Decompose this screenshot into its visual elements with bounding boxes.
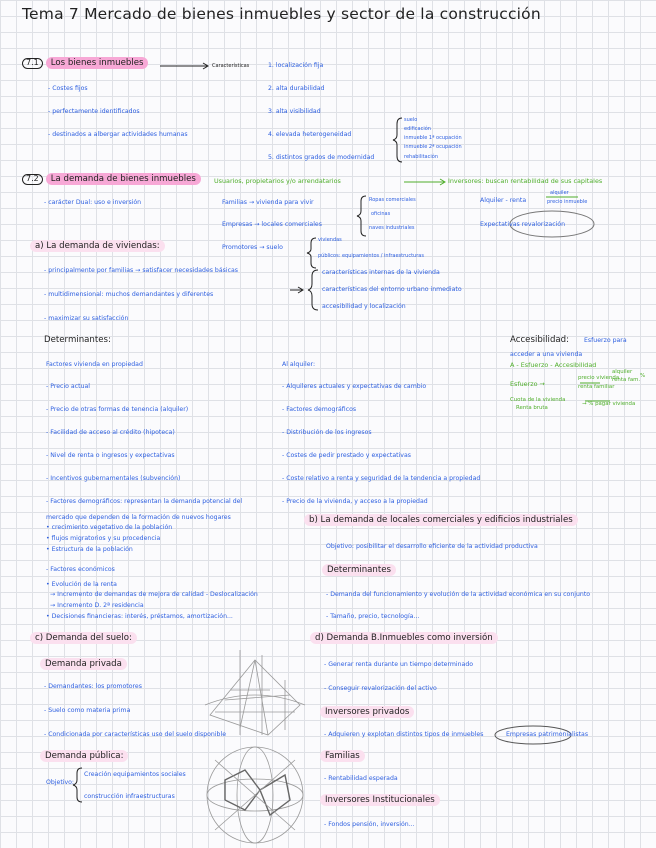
s71-left-1: - perfectamente identificados [48,108,140,115]
viv-attr-1: características del entorno urbano inmediato [322,286,462,293]
inv-priv-item: - Adquieren y explotan distintos tipos de inmuebles [324,731,484,738]
acc-pct-mid: renta fam. [612,377,641,383]
acc-pct-bot: % [640,373,646,379]
acc-line-2: A - Esfuerzo - Accesibilidad [510,361,597,369]
viviendas-header [30,242,165,251]
section-7-1-header [22,58,148,69]
suelo-priv-1: - Suelo como materia prima [44,707,131,714]
inv-fam-item: - Rentabilidad esperada [324,775,398,782]
det-col1-14: • Decisiones financieras: interés, préstamos, amortización... [46,613,233,620]
inv-item-0: - Generar renta durante un tiempo determinado [324,661,474,668]
s71-sub-1: edificación [404,126,431,132]
section-heading: La demanda de bienes inmuebles [46,173,201,185]
inversion-heading: d) Demanda B.Inmuebles como inversión [310,632,498,644]
det-col1-1: - Precio de otras formas de tenencia (alquiler) [46,406,189,413]
locales-det: Determinantes [322,564,396,576]
familias: Familias → vivienda para vivir [222,199,314,206]
det-col1-2: - Facilidad de acceso al crédito (hipoteca) [46,429,175,436]
section-number: 7.2 [22,174,43,185]
s71-sub-3: inmueble 2ª ocupación [404,144,462,150]
viv-attr-0: características internas de la vivienda [322,269,440,276]
suelo-pub-0: Creación equipamientos sociales [84,771,186,778]
usuarios: Usuarios, propietarios y/o arrendatarios [214,177,341,185]
det-col1-8: • flujos migratorios y su procedencia [46,535,161,542]
emp-list-2: naves industriales [369,225,415,231]
det-col1-6: mercado que dependen de la formación de nuevos hogares [46,514,231,521]
page-title: Tema 7 Mercado de bienes inmuebles y sector de la construcción [22,5,541,23]
accesibilidad-heading: Accesibilidad: [510,335,570,345]
det-col2-0: - Alquileres actuales y expectativas de cambio [282,383,427,390]
suelo-objetivo: Objetivo: [46,779,75,786]
s71-sub-2: inmueble 1ª ocupación [404,135,462,141]
emp-list-1: oficinas [371,211,391,217]
s71-sub-0: suelo [404,117,418,123]
locales-header [304,516,578,525]
acc-line-1: acceder a una vivienda [510,351,583,358]
suelo-pub: Demanda pública: [40,750,128,762]
det-col1-9: • Estructura de la población [46,546,133,553]
locales-item-0: - Demanda del funcionamiento y evolución de la actividad económica en su conjunto [326,591,591,598]
det-col1-0: - Precio actual [46,383,90,390]
alquiler-frac-top: alquiler [550,190,569,196]
acc-esfuerzo: Esfuerzo → [510,380,545,388]
s71-right-4: 5. distintos grados de modernidad [268,154,375,161]
sketch-sphere-icon [207,747,303,843]
inv-fam-header [320,752,365,761]
suelo-priv-0: - Demandantes: los promotores [44,683,142,690]
det-col1-13: → Incremento D. 2ª residencia [50,602,144,609]
det-col1-10: - Factores económicos [46,566,115,573]
suelo-priv: Demanda privada [40,658,127,670]
section-heading: Los bienes inmuebles [46,57,149,69]
det-col1-3: - Nivel de renta o ingresos y expectativas [46,452,175,459]
locales-heading: b) La demanda de locales comerciales y edificios industriales [304,514,578,526]
det-col2-1: - Factores demográficos [282,406,357,413]
inversion-header [310,634,498,643]
expectativas: Expectativas revalorización [480,221,566,228]
s71-right-1: 2. alta durabilidad [268,85,325,92]
det-col1-5: - Factores demográficos: representan la demanda potencial del [46,498,243,505]
viv-attr-2: accesibilidad y localización [322,303,406,310]
alquiler-frac-bot: precio inmueble [547,199,588,205]
inv-priv-tag: Empresas patrimonialistas [506,731,589,738]
determinantes-heading: Determinantes: [44,335,111,345]
det-col2-5: - Precio de la vivienda, y acceso a la propiedad [282,498,428,505]
caract-label: Características [212,63,250,69]
s71-sub-4: rehabilitación [404,154,438,160]
caracter-dual: - carácter Dual: uso e inversión [44,199,142,206]
suelo-heading: c) Demanda del suelo: [30,632,137,644]
viv-item-0: - principalmente por familias → satisfacer necesidades básicas [44,267,239,274]
locales-item-1: - Tamaño, precio, tecnología... [326,613,420,620]
prom-list-0: viviendas [318,237,342,243]
s71-right-0: 1. localización fija [268,62,324,69]
suelo-priv-2: - Condicionada por características uso del suelo disponible [44,731,227,738]
det-col2-2: - Distribución de los ingresos [282,429,372,436]
suelo-header [30,634,137,643]
inv-item-1: - Conseguir revalorización del activo [324,685,437,692]
acc-cuota-res: → % pagar vivienda [582,401,636,407]
acc-cuota-sub: Renta bruta [516,405,548,411]
viviendas-heading: a) La demanda de viviendas: [30,240,165,252]
acc-cuota: Cuota de la vivienda [510,397,566,403]
inv-inst-item: - Fondos pensión, inversión... [324,821,415,828]
viv-item-1: - multidimensional: muchos demandantes y diferentes [44,291,214,298]
s71-right-3: 4. elevada heterogeneidad [268,131,352,138]
det-col1-4: - Incentivos gubernamentales (subvención) [46,475,181,482]
suelo-pub-header [40,752,128,761]
s71-left-2: - destinados a albergar actividades humanas [48,131,188,138]
alquiler-renta: Alquiler - renta [480,197,527,204]
inv-inst-header [320,796,440,805]
suelo-priv-header [40,660,127,669]
promotores: Promotores → suelo [222,244,283,251]
s71-left-0: - Costes fijos [48,85,88,92]
suelo-pub-1: construcción infraestructuras [84,793,175,800]
inversores: Inversores: buscan rentabilidad de sus capitales [448,177,603,185]
empresas: Empresas → locales comerciales [222,221,322,228]
locales-objetivo: Objetivo: posibilitar el desarrollo eficiente de la actividad productiva [326,543,538,550]
section-7-2-header [22,174,201,185]
viv-item-2: - maximizar su satisfacción [44,315,129,322]
det-col1-11: • Evolución de la renta [46,581,117,588]
section-number: 7.1 [22,58,43,69]
acc-esf-top: precio vivienda [578,375,620,381]
acc-pct-top: alquiler [612,369,633,375]
locales-det-header [322,566,396,575]
inv-priv: Inversores privados [320,706,414,718]
acc-esf-bot: renta familiar [578,384,615,390]
inv-inst: Inversores Institucionales [320,794,440,806]
inv-fam: Familias [320,750,365,762]
det-col2-3: - Costes de pedir prestado y expectativas [282,452,411,459]
acc-def: Esfuerzo para [584,337,627,344]
inv-priv-header [320,708,414,717]
det-col1-12: → Incremento de demandas de mejora de calidad - Deslocalización [50,591,258,598]
s71-right-2: 3. alta visibilidad [268,108,321,115]
det-col2-4: - Coste relativo a renta y seguridad de la tendencia a propiedad [282,475,481,482]
sketch-pyramid-icon [205,650,305,735]
det-col1-7: • crecimiento vegetativo de la población [46,524,173,531]
det-col2-head: Al alquiler: [282,361,316,368]
det-col1-head: Factores vivienda en propiedad [46,361,143,368]
emp-list-0: Ropas comerciales [369,197,416,203]
prom-list-1: públicos: equipamientos / infraestructuras [318,253,424,259]
